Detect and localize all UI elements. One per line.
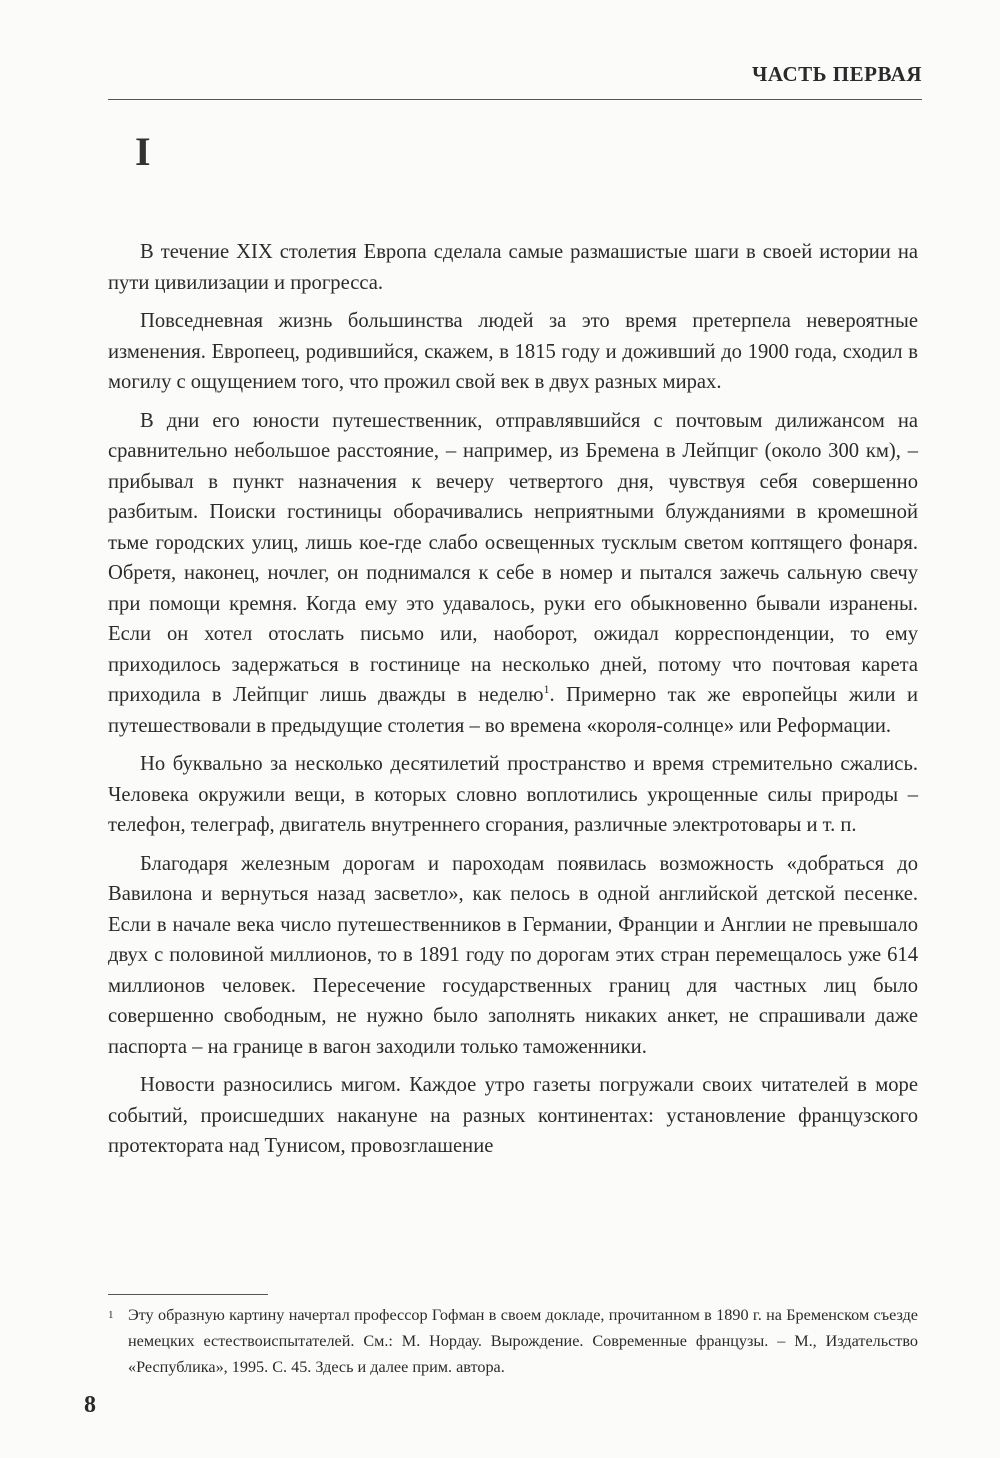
chapter-numeral: I [135,129,151,174]
header-divider [108,99,922,100]
paragraph: Но буквально за несколько десятилетий пространство и время стремительно сжались. Человека окружили вещи, в которых словно воплотились укрощенные силы природы – телефон, телеграф, двигатель внутреннего сгорания, различные электротовары и т. п. [108,753,918,836]
page-number: 8 [84,1392,96,1418]
paragraph: Повседневная жизнь большинства людей за это время претерпела невероятные изменения. Европеец, родившийся, скажем, в 1815 году и доживший до 1900 года, сходил в могилу с ощущением того, что прожил свой век в двух разных мирах. [108,310,918,393]
footnote-text: Эту образную картину начертал профессор Гофман в своем докладе, прочитанном в 1890 г. на Бременском съезде немецких естествоиспытателей. См.: М. Нордау. Вырождение. Современные французы. – М., Издательство «Республика», 1995. С. 45. Здесь и далее прим. автора. [128,1306,918,1376]
footnote-mark: 1 [108,1309,114,1321]
running-head-title: ЧАСТЬ ПЕРВАЯ [751,62,922,86]
paragraph: Благодаря железным дорогам и пароходам появилась возможность «добраться до Вавилона и вернуться назад засветло», как пелось в одной английской детской песенке. Если в начале века число путешественников в Германии, Франции и Англии не превышало двух с половиной миллионов, то в 1891 году по дорогам этих стран перемещалось уже 614 миллионов человек. Пересечение государственных границ для частных лиц было совершенно свободным, не нужно было заполнять никаких анкет, не спрашивали даже паспорта – на границе в вагон заходили только таможенники. [108,852,918,1058]
paragraph-text: В дни его юности путешественник, отправлявшийся с почтовым дилижансом на сравнительно небольшое расстояние, – например, из Бремена в Лейпциг (около 300 км), – прибывал в пункт назначения к вечеру четвертого дня, чувствуя себя совершенно разбитым. Поиски гостиницы оборачивались неприятными блужданиями в кромешной тьме городских улиц, лишь кое-где слабо освещенных тусклым светом коптящего фонаря. Обретя, наконец, ночлег, он поднимался к себе в номер и пытался зажечь сальную свечу при помощи кремня. Когда ему это удавалось, руки его обыкновенно бывали изранены. Если он хотел отослать письмо или, наоборот, ожидал корреспонденции, то ему приходилось задержаться в гостинице на несколько дней, потому что почтовая карета приходила в Лейпциг лишь дважды в неделю [108,409,918,706]
footnote-ref[interactable]: 1 [543,682,550,697]
paragraph: В течение XIX столетия Европа сделала самые размашистые шаги в своей истории на пути цивилизации и прогресса. [108,241,918,294]
paragraph: Новости разносились мигом. Каждое утро газеты погружали своих читателей в море событий, происшедших накануне на разных континентах: установление французского протектората над Тунисом, провозглашение [108,1074,918,1157]
footnote [108,1302,918,1380]
footnote-divider [108,1294,268,1295]
paragraph-text: . Примерно так же европейцы жили и путешествовали в предыдущие столетия – во времена «короля-солнце» или Реформации. [108,684,918,737]
paragraph [108,406,918,742]
body-text [108,237,918,1170]
